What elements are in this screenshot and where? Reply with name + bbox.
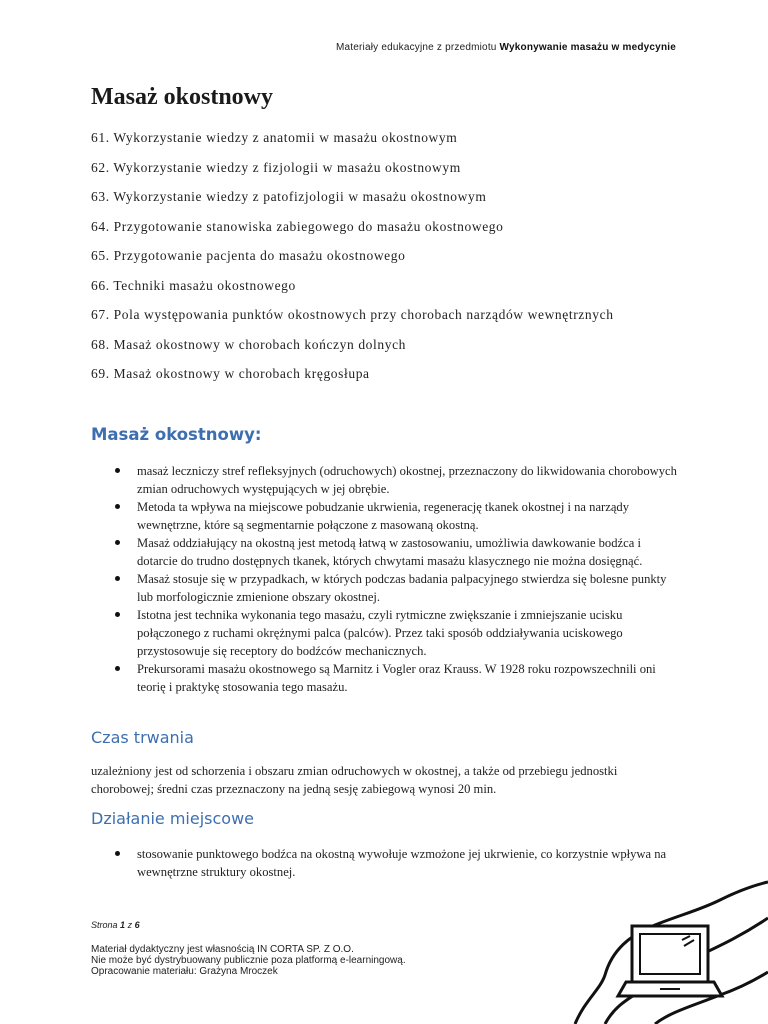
- topic-item: 66. Techniki masażu okostnowego: [91, 277, 296, 293]
- topic-item: 67. Pola występowania punktów okostnowych przy chorobach narządów wewnętrznych: [91, 307, 614, 322]
- czas-trwania-text: uzależniony jest od schorzenia i obszaru zmian odruchowych w okostnej, a także od przebiegu jednostki chorobowej; średni czas przeznaczony na jedną sesję zabiegową wynosi 20 min.: [91, 764, 618, 796]
- bullet-item: [113, 462, 683, 498]
- bullet-item: [113, 606, 683, 660]
- footer-note-line: Nie może być dystrybuowany publicznie poza platformą e-learningową.: [91, 955, 406, 966]
- page-current: 1: [120, 920, 126, 930]
- topic-item: 61. Wykorzystanie wiedzy z anatomii w masażu okostnowym: [91, 130, 458, 145]
- bullet-item: [113, 534, 683, 570]
- bullet-text: Prekursorami masażu okostnowego są Marnitz i Vogler oraz Krauss. W 1928 roku rozpowszechnili oni teorię i praktykę stosowania tego masażu.: [137, 662, 656, 694]
- bullet-icon: [115, 612, 120, 617]
- topic-item: 68. Masaż okostnowy w chorobach kończyn dolnych: [91, 336, 407, 352]
- dzialanie-bullet-list: [113, 845, 683, 881]
- document-header: [336, 42, 676, 53]
- topic-item: 62. Wykorzystanie wiedzy z fizjologii w masażu okostnowym: [91, 159, 461, 175]
- topic-item: 63. Wykorzystanie wiedzy z patofizjologii w masażu okostnowym: [91, 189, 487, 204]
- page-title: Masaż okostnowy: [91, 84, 274, 110]
- topic-item: 64. Przygotowanie stanowiska zabiegowego do masażu okostnowego: [91, 218, 504, 234]
- page-total: 6: [134, 920, 140, 930]
- footer-notes: [91, 944, 406, 977]
- page-label: Strona: [91, 920, 118, 930]
- bullet-icon: [115, 576, 120, 581]
- laptop-icon: [560, 880, 768, 1024]
- page-number: [91, 920, 140, 930]
- bullet-text: Masaż oddziałujący na okostną jest metodą łatwą w zastosowaniu, umożliwia dawkowanie bodźca i dotarcie do trudno dostępnych tkanek, których chwytami masażu klasycznego nie można dosięgnąć.: [137, 536, 643, 568]
- bullet-icon: [115, 504, 120, 509]
- footer-note-line: Materiał dydaktyczny jest własnością IN CORTA SP. Z O.O.: [91, 944, 354, 955]
- bullet-text: stosowanie punktowego bodźca na okostną wywołuje wzmożone jej ukrwienie, co korzystnie wpływa na wewnętrzne struktury okostnej.: [137, 847, 667, 879]
- topic-list: [91, 128, 614, 394]
- bullet-text: Metoda ta wpływa na miejscowe pobudzanie ukrwienia, regenerację tkanek okostnej i na narządy wewnętrzne, które są segmentarnie połączone z masowaną okostną.: [137, 500, 630, 532]
- section-heading-czas-trwania: Czas trwania: [91, 728, 194, 747]
- bullet-icon: [115, 666, 120, 671]
- bullet-icon: [115, 468, 120, 473]
- bullet-text: Istotna jest technika wykonania tego masażu, czyli rytmiczne zwiększanie i zmniejszanie ucisku połączonego z ruchami okrężnymi palca (palców). Przez taki sposób oddziaływania uciskowego przystosowuje się receptory do bodźców mechanicznych.: [137, 608, 623, 658]
- bullet-icon: [115, 851, 120, 856]
- footer-note-line: Opracowanie materiału: Grażyna Mroczek: [91, 966, 278, 977]
- bullet-item: [113, 660, 683, 696]
- bullet-icon: [115, 540, 120, 545]
- header-prefix: Materiały edukacyjne z przedmiotu: [336, 42, 497, 53]
- section-heading-masaz: Masaż okostnowy:: [91, 425, 262, 444]
- page-separator: z: [127, 920, 133, 930]
- topic-item: 65. Przygotowanie pacjenta do masażu okostnowego: [91, 248, 406, 263]
- bullet-item: [113, 570, 683, 606]
- bullet-text: masaż leczniczy stref refleksyjnych (odruchowych) okostnej, przeznaczony do likwidowania chorobowych zmian odruchowych występujących w jej obrębie.: [137, 464, 677, 496]
- definition-bullet-list: [113, 462, 683, 696]
- bullet-item: [113, 845, 683, 881]
- bullet-item: [113, 498, 683, 534]
- bullet-text: Masaż stosuje się w przypadkach, w których podczas badania palpacyjnego stwierdza się bolesne punkty lub morfologicznie zmienione obszary okostnej.: [137, 572, 667, 604]
- section-heading-dzialanie: Działanie miejscowe: [91, 809, 255, 828]
- topic-item: 69. Masaż okostnowy w chorobach kręgosłupa: [91, 366, 370, 381]
- header-subject: Wykonywanie masażu w medycynie: [499, 42, 676, 53]
